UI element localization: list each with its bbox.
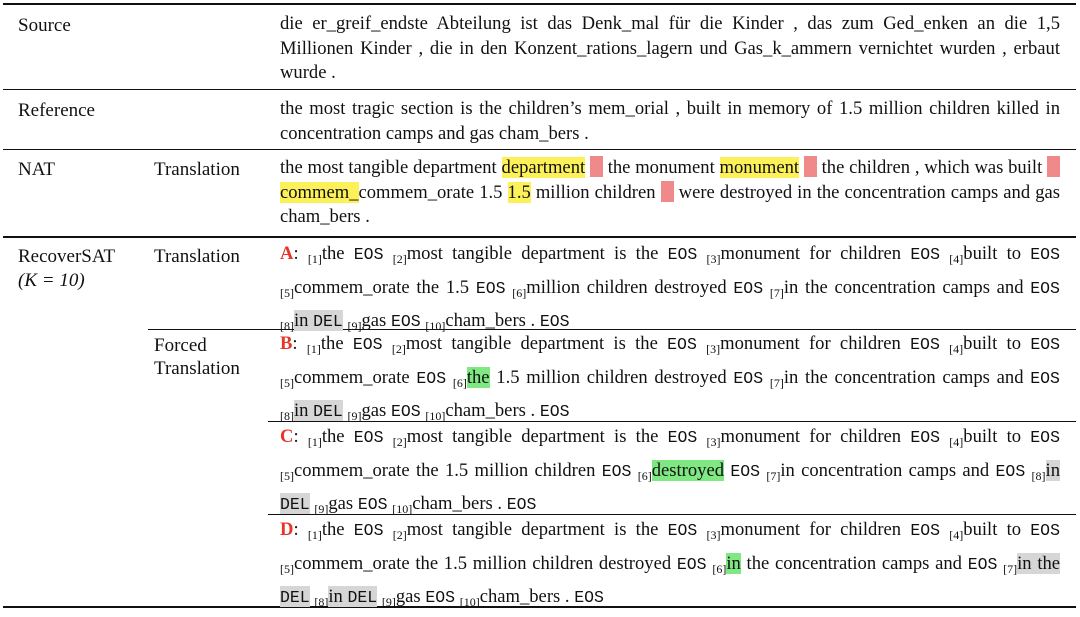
- repeated-token-highlight: department: [501, 157, 586, 178]
- deleted-segment-highlight: in the DEL: [280, 552, 1061, 607]
- nat-label: NAT: [18, 159, 55, 180]
- row-c-text: C: $_{[1]}$the EOS $_{[2]}$most tangible department is the EOS $_{[3]}$monument for children EOS $_{[4]}$built to EOS $_{[5]}$commem_orate the 1.5 million children EOS $_{[6]}$destroyed EOS $_{[7]}$in concentration camps and EOS $_{[8]}$in DEL $_{[9]}$gas EOS $_{[10]}$cham_bers . EOS: [280, 426, 1060, 516]
- source-text: die er_greif_endste Abteilung ist das Denk_mal für die Kinder , das zum Ged_enken an die 1,5 Millionen Kinder , die in den Konzent_rations_lagern und Gas_k_ammern vernichtet wurden , erbaut wurde .: [280, 13, 1060, 83]
- nat-translation-label: Translation: [154, 159, 240, 180]
- deleted-segment-highlight: in DEL: [328, 586, 378, 607]
- reference-label: Reference: [18, 100, 95, 121]
- rule-after-source: [3, 89, 1076, 90]
- incoherent-marker: [590, 156, 603, 177]
- incoherent-marker: [661, 181, 674, 202]
- source-label: Source: [18, 15, 71, 36]
- row-letter: B: [280, 333, 293, 354]
- recoversat-translation-label: Translation: [154, 246, 240, 267]
- forced-translation-label: Forced Translation: [154, 335, 240, 379]
- repeated-token-highlight: 1.5: [507, 181, 531, 203]
- repeated-token-highlight: commem_: [280, 181, 359, 203]
- row-b-text: B: $_{[1]}$the EOS $_{[2]}$most tangible department is the EOS $_{[3]}$monument for children EOS $_{[4]}$built to EOS $_{[5]}$commem_orate EOS $_{[6]}$the 1.5 million children destroyed EOS $_{[7]}$in the concentration camps and EOS $_{[8]}$in DEL $_{[9]}$gas EOS $_{[10]}$cham_bers . EOS: [280, 333, 1061, 423]
- deleted-segment-highlight: in DEL: [294, 310, 343, 331]
- recoversat-label: RecoverSAT: [18, 246, 116, 267]
- incoherent-marker: [804, 156, 817, 177]
- repeated-token-highlight: monument: [719, 157, 800, 178]
- rule-after-reference: [3, 149, 1076, 150]
- row-a-text: A: $_{[1]}$the EOS $_{[2]}$most tangible department is the EOS $_{[3]}$monument for children EOS $_{[4]}$built to EOS $_{[5]}$commem_orate the 1.5 EOS $_{[6]}$million children destroyed EOS $_{[7]}$in the concentration camps and EOS $_{[8]}$in DEL $_{[9]}$gas EOS $_{[10]}$cham_bers . EOS: [280, 243, 1060, 333]
- row-d-text: D: $_{[1]}$the EOS $_{[2]}$most tangible department is the EOS $_{[3]}$monument for children EOS $_{[4]}$built to EOS $_{[5]}$commem_orate the 1.5 million children destroyed EOS $_{[6]}$in the concentration camps and EOS $_{[7]}$in the DEL $_{[8]}$in DEL $_{[9]}$gas EOS $_{[10]}$cham_bers . EOS: [280, 519, 1061, 609]
- nat-translation-text: the most tangible department department the monument monument the children , which was built commem_commem_orate 1.5 1.5 million children were destroyed in the concentration camps and gas cham_bers .: [280, 157, 1060, 227]
- forced-token-highlight: in: [726, 552, 741, 574]
- forced-token-highlight: the: [466, 366, 490, 388]
- row-letter: D: [280, 519, 294, 540]
- recoversat-k-label: (K = 10): [18, 270, 85, 291]
- incoherent-marker: [1047, 156, 1060, 177]
- reference-text: the most tragic section is the children’s mem_orial , built in memory of 1.5 million children killed in concentration camps and gas cham_bers .: [280, 98, 1060, 144]
- table-top-rule: [3, 3, 1076, 5]
- deleted-segment-highlight: in DEL: [280, 459, 1060, 514]
- deleted-segment-highlight: in DEL: [294, 400, 343, 421]
- forced-token-highlight: destroyed: [651, 459, 725, 481]
- row-letter: A: [280, 243, 294, 264]
- rule-after-nat: [3, 236, 1076, 238]
- row-letter: C: [280, 426, 294, 447]
